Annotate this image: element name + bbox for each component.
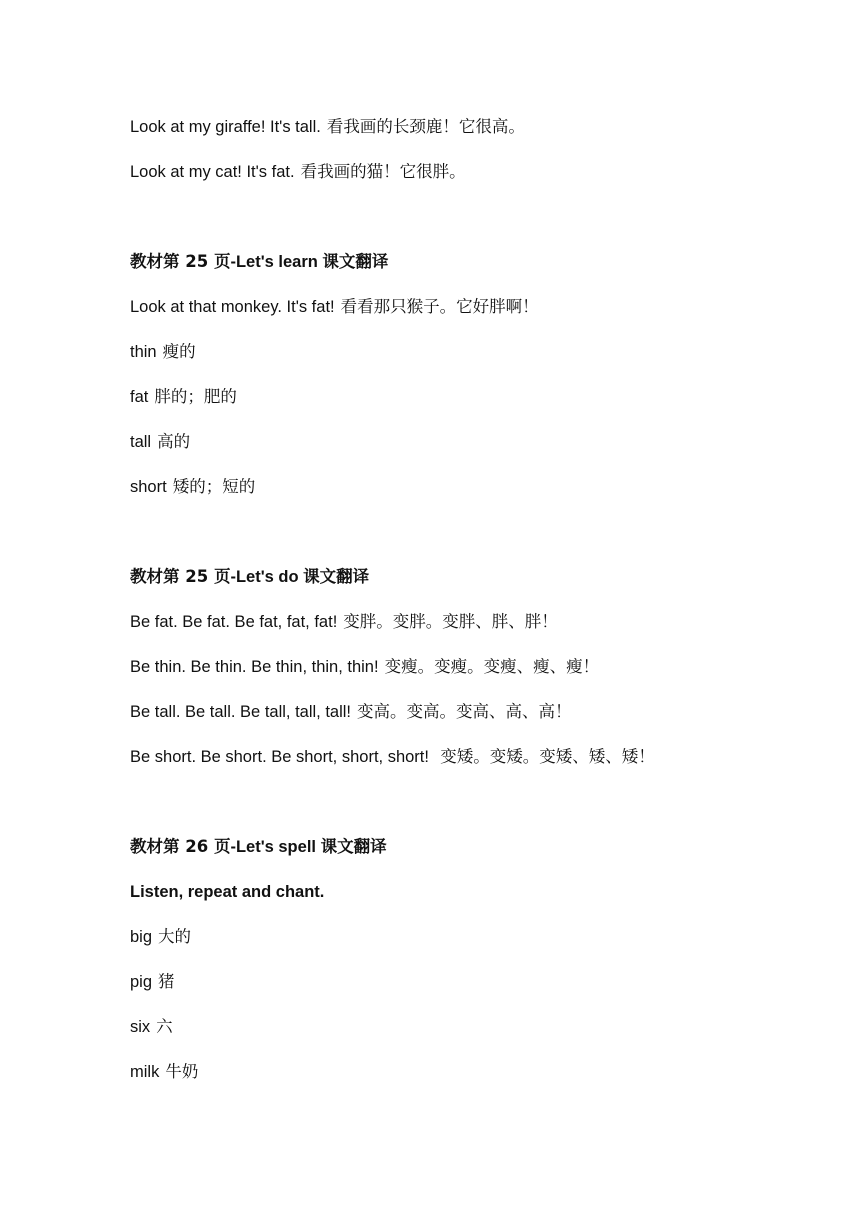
sentence-line <box>130 657 599 677</box>
sentence-line <box>130 117 525 137</box>
chinese-translation: 瘦的 <box>162 342 196 361</box>
sentence-line <box>130 747 655 767</box>
vocab-line <box>130 972 175 992</box>
english-word: six <box>130 1018 151 1036</box>
heading-suffix: 课文翻译 <box>303 567 370 586</box>
chinese-translation: 胖的；肥的 <box>154 387 237 406</box>
heading-english: -Let's do <box>230 568 304 586</box>
heading-suffix: 课文翻译 <box>322 252 389 271</box>
chinese-translation: 变矮。变矮。变矮、矮、矮！ <box>434 747 655 766</box>
english-text: Look at my giraffe! It's tall. <box>130 118 321 136</box>
heading-english: -Let's learn <box>230 253 323 271</box>
vocab-line <box>130 1062 198 1082</box>
chinese-translation: 变瘦。变瘦。变瘦、瘦、瘦！ <box>384 657 600 676</box>
chinese-translation: 变高。变高。变高、高、高！ <box>357 702 572 721</box>
english-text: Look at my cat! It's fat. <box>130 163 295 181</box>
chinese-translation: 猪 <box>158 972 175 991</box>
chinese-translation: 矮的；短的 <box>172 477 256 496</box>
english-text: Be fat. Be fat. Be fat, fat, fat! <box>130 613 338 631</box>
chinese-translation: 变胖。变胖。变胖、胖、胖！ <box>343 612 558 631</box>
english-text: Be short. Be short. Be short, short, short! <box>130 748 429 766</box>
english-word: tall <box>130 433 152 451</box>
english-word: thin <box>130 343 157 361</box>
section-heading-learn <box>130 252 388 272</box>
english-word: fat <box>130 388 149 406</box>
sentence-line <box>130 297 539 317</box>
chinese-translation: 看我画的长颈鹿！它很高。 <box>326 117 525 136</box>
heading-prefix: 教材第 25 页 <box>130 252 231 271</box>
english-word: short <box>130 478 167 496</box>
heading-suffix: 课文翻译 <box>320 837 387 856</box>
english-text: Be tall. Be tall. Be tall, tall, tall! <box>130 703 352 721</box>
sentence-line <box>130 702 572 722</box>
chinese-translation: 高的 <box>157 432 191 451</box>
vocab-line <box>130 432 190 452</box>
vocab-line <box>130 342 196 362</box>
english-word: big <box>130 928 153 946</box>
sentence-line <box>130 612 558 632</box>
section-heading-spell <box>130 837 387 857</box>
heading-english: -Let's spell <box>230 838 321 856</box>
chinese-translation: 看我画的猫！它很胖。 <box>300 162 466 181</box>
english-word: milk <box>130 1063 160 1081</box>
vocab-line <box>130 387 237 407</box>
section-heading-do <box>130 567 369 587</box>
heading-prefix: 教材第 26 页 <box>130 837 231 856</box>
vocab-line <box>130 477 255 497</box>
english-text: Look at that monkey. It's fat! <box>130 298 335 316</box>
english-word: pig <box>130 973 153 991</box>
sentence-line <box>130 162 466 182</box>
vocab-line <box>130 927 191 947</box>
chinese-translation: 大的 <box>158 927 192 946</box>
vocab-line <box>130 1017 173 1037</box>
chinese-translation: 牛奶 <box>165 1062 199 1081</box>
chinese-translation: 看看那只猴子。它好胖啊！ <box>340 297 539 316</box>
instruction-subheading <box>130 882 324 902</box>
english-text: Be thin. Be thin. Be thin, thin, thin! <box>130 658 379 676</box>
heading-prefix: 教材第 25 页 <box>130 567 231 586</box>
chinese-translation: 六 <box>156 1017 173 1036</box>
instruction-text: Listen, repeat and chant. <box>130 883 325 901</box>
